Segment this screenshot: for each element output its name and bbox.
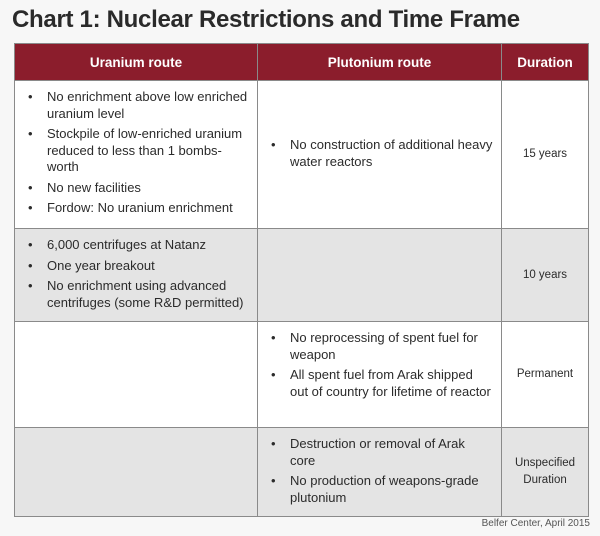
table-header-row [15, 44, 589, 81]
duration-cell [502, 81, 589, 229]
uranium-cell [15, 428, 258, 517]
list-item: • Fordow: No uranium enrichment [23, 200, 249, 217]
uranium-cell [15, 229, 258, 322]
list-item: • No enrichment using advanced centrifuges (some R&D permitted) [23, 278, 249, 311]
list-item: • No enrichment above low enriched uranium level [23, 89, 249, 122]
uranium-cell [15, 322, 258, 428]
header-uranium-route: Uranium route [15, 44, 258, 81]
list-item: • Destruction or removal of Arak core [266, 436, 493, 469]
uranium-cell [15, 81, 258, 229]
list-item: • No new facilities [23, 180, 249, 197]
list-item: • One year breakout [23, 258, 249, 275]
list-item: • No reprocessing of spent fuel for weapon [266, 330, 493, 363]
header-plutonium-route: Plutonium route [258, 44, 502, 81]
source-credit: Belfer Center, April 2015 [481, 518, 590, 529]
list-item: • 6,000 centrifuges at Natanz [23, 237, 249, 254]
list-item: • No construction of additional heavy water reactors [266, 137, 493, 170]
duration-cell [502, 428, 589, 517]
duration-cell [502, 229, 589, 322]
duration-value: 10 years [522, 268, 568, 281]
list-item: • Stockpile of low-enriched uranium reduced to less than 1 bombs-worth [23, 126, 249, 176]
duration-cell [502, 322, 589, 428]
restrictions-table [14, 43, 589, 517]
plutonium-cell [258, 81, 502, 229]
plutonium-cell [258, 428, 502, 517]
table-row [15, 81, 589, 229]
list-item: • All spent fuel from Arak shipped out of country for lifetime of reactor [266, 367, 493, 400]
list-item: • No production of weapons-grade plutonium [266, 473, 493, 506]
table-row [15, 229, 589, 322]
plutonium-cell [258, 322, 502, 428]
table-row [15, 428, 589, 517]
plutonium-cell [258, 229, 502, 322]
duration-value: Unspecified Duration [514, 457, 576, 486]
header-duration: Duration [502, 44, 589, 81]
duration-value: 15 years [522, 148, 568, 160]
chart-title: Chart 1: Nuclear Restrictions and Time Frame [12, 6, 520, 33]
duration-value: Permanent [516, 368, 574, 380]
table-row [15, 322, 589, 428]
